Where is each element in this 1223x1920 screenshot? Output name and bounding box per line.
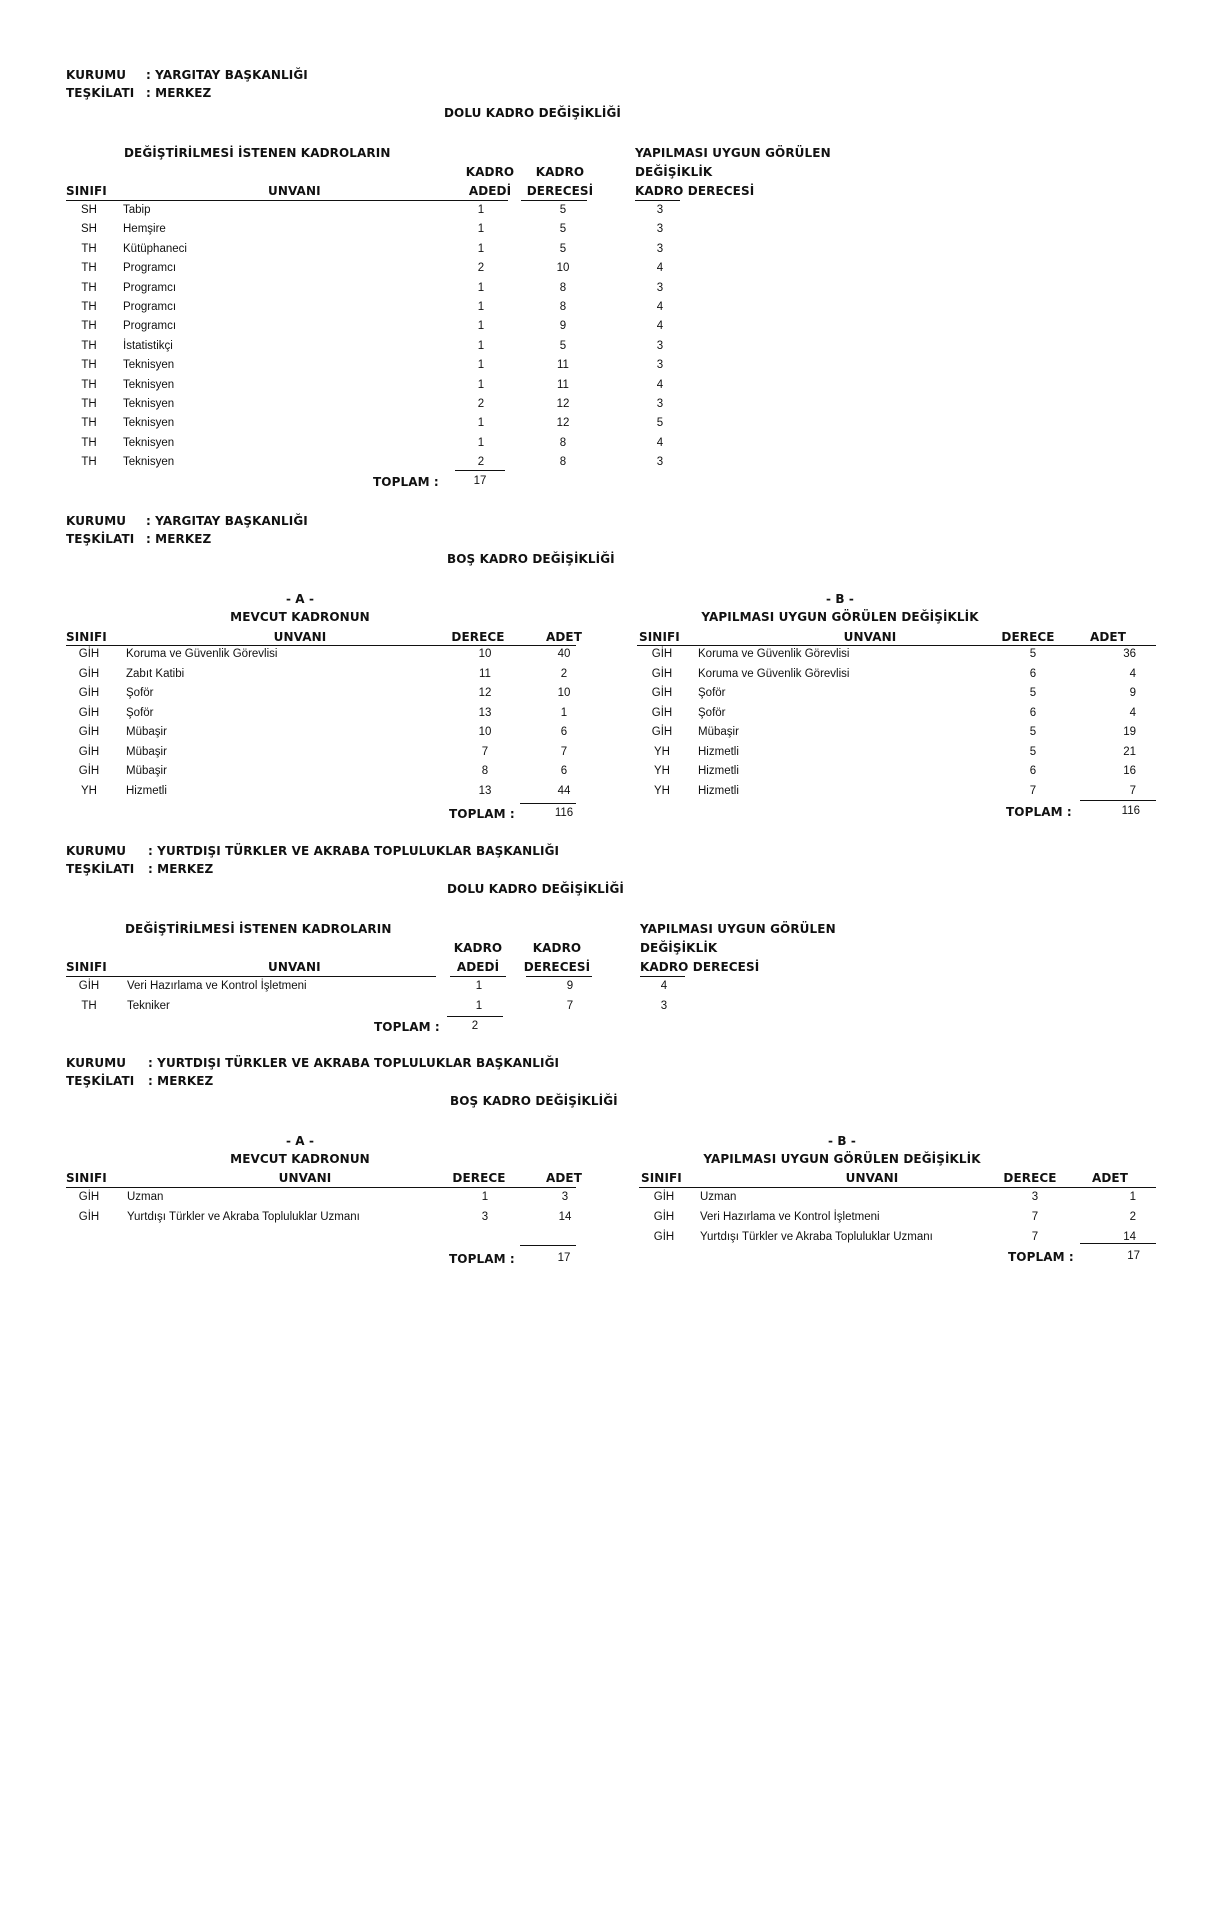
cell-sinifi: SH	[81, 223, 97, 236]
kurumu-value: : YARGITAY BAŞKANLIĞI	[146, 514, 308, 528]
teskilati-label: TEŞKİLATI	[66, 532, 135, 546]
col-sinifi: SINIFI	[66, 184, 107, 198]
cell-unvani: Şoför	[698, 706, 726, 719]
cell-sinifi: GİH	[78, 667, 100, 680]
teskilati-value: : MERKEZ	[148, 1074, 214, 1088]
cell-adet: 14	[1123, 1231, 1136, 1243]
cell-kadro-adedi: 1	[477, 204, 485, 216]
a-title: MEVCUT KADRONUN	[230, 1152, 370, 1166]
cell-derece: 11	[479, 667, 491, 680]
cell-sinifi: TH	[81, 436, 97, 449]
cell-adet: 36	[1123, 648, 1136, 660]
header-underline	[640, 976, 685, 977]
cell-adet: 40	[557, 648, 571, 660]
col-unvani: UNVANI	[268, 960, 321, 974]
cell-yeni-derece: 3	[656, 242, 664, 255]
total-line-b	[1080, 1243, 1156, 1244]
cell-unvani: Teknisyen	[123, 417, 175, 430]
toplam-value-b: 116	[1121, 805, 1140, 817]
cell-adet: 16	[1123, 765, 1136, 777]
cell-sinifi: TH	[81, 320, 97, 333]
cell-adet: 2	[560, 667, 568, 680]
cell-kadro-derecesi: 11	[557, 378, 569, 391]
kurumu-label: KURUMU	[66, 514, 127, 528]
cell-derece: 3	[1031, 1191, 1039, 1203]
cell-derece: 5	[1029, 687, 1037, 699]
header-underline	[526, 976, 592, 977]
cell-sinifi: GİH	[78, 726, 100, 738]
cell-adet: 1	[1129, 1191, 1136, 1203]
cell-yeni-derece: 4	[660, 980, 668, 992]
b-mark: - B -	[828, 1134, 856, 1148]
cell-unvani: Mübaşir	[698, 726, 739, 738]
kurumu-label: KURUMU	[66, 1056, 127, 1070]
subtitle-right-3: KADRO DERECESİ	[635, 184, 755, 198]
cell-kadro-adedi: 2	[477, 262, 485, 275]
col-derece-a: DERECE	[451, 630, 505, 644]
cell-derece: 7	[481, 745, 489, 758]
cell-derece: 7	[1031, 1211, 1039, 1223]
cell-unvani: Şoför	[698, 687, 726, 699]
cell-sinifi: TH	[81, 262, 97, 275]
col-adedi: ADEDİ	[456, 960, 500, 974]
cell-sinifi: YH	[654, 784, 670, 797]
cell-yeni-derece: 3	[656, 339, 664, 352]
cell-kadro-derecesi: 5	[559, 242, 567, 255]
cell-unvani: Koruma ve Güvenlik Görevlisi	[698, 648, 850, 660]
cell-derece: 13	[478, 706, 492, 719]
cell-unvani: Uzman	[127, 1191, 164, 1203]
header-underline-a	[66, 645, 576, 646]
header-underline-b	[637, 645, 1156, 646]
cell-derece: 7	[1031, 1231, 1039, 1243]
teskilati-label: TEŞKİLATI	[66, 86, 135, 100]
cell-yeni-derece: 3	[656, 398, 664, 410]
subtitle-left: DEĞİŞTİRİLMESİ İSTENEN KADROLARIN	[124, 146, 391, 160]
cell-sinifi: GİH	[78, 1191, 100, 1203]
cell-sinifi: GİH	[651, 687, 673, 699]
cell-sinifi: TH	[81, 339, 97, 352]
a-mark: - A -	[285, 592, 315, 606]
cell-kadro-adedi: 1	[477, 223, 485, 236]
col-derecesi: DERECESİ	[526, 184, 594, 198]
a-mark: - A -	[285, 1134, 315, 1148]
cell-unvani: Teknisyen	[123, 378, 175, 391]
cell-unvani: Programcı	[123, 301, 177, 313]
cell-sinifi: TH	[81, 281, 97, 294]
cell-kadro-derecesi: 5	[559, 204, 567, 216]
toplam-label-a: TOPLAM :	[449, 807, 515, 821]
teskilati-value: : MERKEZ	[146, 532, 212, 546]
col-unvani-a: UNVANI	[278, 1171, 332, 1185]
col-kadro-derece-1: KADRO	[532, 941, 582, 955]
subtitle-right-3: KADRO DERECESİ	[640, 960, 760, 974]
cell-sinifi: GİH	[78, 1211, 100, 1223]
cell-adet: 3	[561, 1191, 569, 1203]
cell-sinifi: GİH	[653, 1211, 675, 1223]
cell-adet: 7	[1129, 784, 1136, 797]
cell-kadro-derecesi: 8	[559, 281, 567, 294]
cell-derece: 6	[1029, 667, 1037, 680]
col-adedi: ADEDİ	[468, 184, 512, 198]
header-underline	[635, 200, 680, 201]
cell-yeni-derece: 4	[656, 436, 664, 449]
cell-unvani: Mübaşir	[126, 765, 167, 777]
header-underline	[451, 200, 508, 201]
cell-yeni-derece: 3	[656, 204, 664, 216]
col-derece-a: DERECE	[452, 1171, 506, 1185]
cell-derece: 7	[1029, 784, 1037, 797]
header-underline	[521, 200, 587, 201]
cell-sinifi: GİH	[651, 726, 673, 738]
cell-unvani: Programcı	[123, 262, 177, 275]
cell-unvani: İstatistikçi	[123, 339, 173, 352]
teskilati-label: TEŞKİLATI	[66, 1074, 135, 1088]
cell-adet: 9	[1129, 687, 1136, 699]
col-unvani-b: UNVANI	[843, 630, 897, 644]
cell-kadro-derecesi: 8	[559, 436, 567, 449]
cell-kadro-adedi: 1	[477, 281, 485, 294]
cell-derece: 8	[481, 765, 489, 777]
cell-adet: 21	[1123, 745, 1136, 758]
cell-kadro-adedi: 1	[477, 378, 485, 391]
cell-unvani: Koruma ve Güvenlik Görevlisi	[698, 667, 850, 680]
cell-adet: 10	[557, 687, 571, 699]
cell-sinifi: GİH	[651, 648, 673, 660]
cell-kadro-derecesi: 11	[557, 359, 569, 372]
section-title: DOLU KADRO DEĞİŞİKLİĞİ	[444, 106, 621, 120]
kurumu-label: KURUMU	[66, 68, 127, 82]
total-line-a	[520, 1245, 576, 1246]
cell-unvani: Hizmetli	[698, 765, 739, 777]
b-mark: - B -	[826, 592, 854, 606]
cell-kadro-derecesi: 12	[556, 417, 570, 430]
col-adet-a: ADET	[545, 1171, 583, 1185]
cell-unvani: Hizmetli	[126, 784, 167, 797]
header-underline-b	[639, 1187, 1156, 1188]
cell-unvani: Zabıt Katibi	[126, 667, 185, 680]
col-unvani-a: UNVANI	[273, 630, 327, 644]
cell-derece: 6	[1029, 706, 1037, 719]
cell-derece: 1	[481, 1191, 489, 1203]
toplam-value-a: 116	[554, 807, 574, 819]
header-underline-a	[66, 1187, 576, 1188]
cell-sinifi: GİH	[78, 745, 100, 758]
toplam-value: 17	[473, 475, 487, 487]
toplam-label-b: TOPLAM :	[1008, 1250, 1074, 1264]
cell-adet: 2	[1129, 1211, 1136, 1223]
b-title: YAPILMASI UYGUN GÖRÜLEN DEĞİŞİKLİK	[703, 1152, 981, 1166]
cell-sinifi: TH	[81, 398, 97, 410]
teskilati-label: TEŞKİLATI	[66, 862, 135, 876]
cell-kadro-derecesi: 8	[559, 456, 567, 469]
cell-yeni-derece: 4	[656, 262, 664, 275]
total-line	[447, 1016, 503, 1017]
cell-sinifi: TH	[81, 359, 97, 372]
cell-derece: 5	[1029, 745, 1037, 758]
b-title: YAPILMASI UYGUN GÖRÜLEN DEĞİŞİKLİK	[701, 610, 979, 624]
cell-unvani: Yurtdışı Türkler ve Akraba Topluluklar Uzmanı	[700, 1231, 933, 1243]
cell-adet: 14	[558, 1211, 572, 1223]
kurumu-value: : YURTDIŞI TÜRKLER VE AKRABA TOPLULUKLAR BAŞKANLIĞI	[148, 1056, 560, 1070]
cell-unvani: Şoför	[126, 687, 154, 699]
cell-yeni-derece: 3	[656, 223, 664, 236]
cell-sinifi: GİH	[78, 706, 100, 719]
cell-unvani: Tekniker	[127, 999, 170, 1012]
col-adet-b: ADET	[1091, 1171, 1129, 1185]
cell-kadro-derecesi: 10	[556, 262, 570, 275]
cell-unvani: Teknisyen	[123, 456, 175, 469]
cell-kadro-derecesi: 12	[556, 398, 570, 410]
cell-unvani: Hizmetli	[698, 745, 739, 758]
section-title: DOLU KADRO DEĞİŞİKLİĞİ	[447, 882, 624, 896]
cell-adet: 6	[560, 726, 568, 738]
cell-sinifi: TH	[81, 378, 97, 391]
cell-kadro-adedi: 1	[477, 339, 485, 352]
cell-yeni-derece: 4	[656, 320, 664, 333]
toplam-label-b: TOPLAM :	[1006, 805, 1072, 819]
col-sinifi-a: SINIFI	[66, 1171, 107, 1185]
section-title: BOŞ KADRO DEĞİŞİKLİĞİ	[450, 1094, 618, 1108]
cell-kadro-adedi: 1	[477, 359, 485, 372]
cell-kadro-adedi: 1	[477, 320, 485, 333]
cell-yeni-derece: 3	[660, 999, 668, 1012]
section-title: BOŞ KADRO DEĞİŞİKLİĞİ	[447, 552, 615, 566]
cell-sinifi: TH	[81, 242, 97, 255]
cell-adet: 4	[1129, 667, 1136, 680]
cell-sinifi: YH	[654, 745, 670, 758]
cell-kadro-derecesi: 8	[559, 301, 567, 313]
cell-unvani: Kütüphaneci	[123, 242, 187, 255]
toplam-label-a: TOPLAM :	[449, 1252, 515, 1266]
cell-derece: 13	[478, 784, 492, 797]
cell-yeni-derece: 3	[656, 456, 664, 469]
cell-kadro-adedi: 1	[475, 999, 483, 1012]
cell-yeni-derece: 5	[656, 417, 664, 430]
header-underline	[66, 976, 436, 977]
cell-yeni-derece: 4	[656, 301, 664, 313]
cell-derece: 5	[1029, 726, 1037, 738]
cell-sinifi: GİH	[653, 1231, 675, 1243]
cell-yeni-derece: 3	[656, 281, 664, 294]
cell-kadro-derecesi: 5	[559, 223, 567, 236]
cell-kadro-derecesi: 9	[566, 980, 574, 992]
cell-yeni-derece: 4	[656, 378, 664, 391]
cell-adet: 4	[1129, 706, 1136, 719]
subtitle-right-1: YAPILMASI UYGUN GÖRÜLEN	[635, 146, 831, 160]
kurumu-value: : YURTDIŞI TÜRKLER VE AKRABA TOPLULUKLAR BAŞKANLIĞI	[148, 844, 560, 858]
cell-unvani: Yurtdışı Türkler ve Akraba Topluluklar Uzmanı	[127, 1211, 360, 1223]
subtitle-right-2: DEĞİŞİKLİK	[635, 165, 713, 179]
teskilati-value: : MERKEZ	[148, 862, 214, 876]
col-sinifi-b: SINIFI	[639, 630, 680, 644]
cell-sinifi: TH	[81, 417, 97, 430]
total-line-b	[1080, 800, 1156, 801]
col-derece-b: DERECE	[1003, 1171, 1057, 1185]
cell-unvani: Teknisyen	[123, 398, 175, 410]
subtitle-right-2: DEĞİŞİKLİK	[640, 941, 718, 955]
toplam-value-a: 17	[557, 1252, 571, 1264]
cell-kadro-adedi: 1	[477, 436, 485, 449]
cell-sinifi: TH	[81, 301, 97, 313]
subtitle-left: DEĞİŞTİRİLMESİ İSTENEN KADROLARIN	[125, 922, 392, 936]
cell-sinifi: YH	[654, 765, 670, 777]
col-derecesi: DERECESİ	[523, 960, 591, 974]
col-unvani-b: UNVANI	[845, 1171, 899, 1185]
cell-kadro-adedi: 1	[475, 980, 483, 992]
cell-unvani: Mübaşir	[126, 726, 167, 738]
cell-kadro-adedi: 2	[477, 456, 485, 469]
cell-unvani: Veri Hazırlama ve Kontrol İşletmeni	[700, 1211, 880, 1223]
header-underline	[66, 200, 471, 201]
cell-adet: 1	[560, 706, 568, 719]
cell-kadro-adedi: 1	[477, 242, 485, 255]
toplam-label: TOPLAM :	[373, 475, 439, 489]
toplam-value: 2	[471, 1020, 479, 1032]
col-unvani: UNVANI	[268, 184, 321, 198]
cell-unvani: Teknisyen	[123, 359, 175, 372]
kurumu-value: : YARGITAY BAŞKANLIĞI	[146, 68, 308, 82]
cell-unvani: Teknisyen	[123, 436, 175, 449]
header-underline	[450, 976, 506, 977]
cell-sinifi: YH	[81, 784, 97, 797]
a-title: MEVCUT KADRONUN	[230, 610, 370, 624]
cell-kadro-derecesi: 7	[566, 999, 574, 1012]
cell-unvani: Programcı	[123, 320, 177, 333]
cell-kadro-adedi: 2	[477, 398, 485, 410]
cell-unvani: Programcı	[123, 281, 177, 294]
cell-sinifi: GİH	[651, 667, 673, 680]
col-kadro-derece-1: KADRO	[535, 165, 585, 179]
cell-sinifi: GİH	[653, 1191, 675, 1203]
cell-adet: 7	[560, 745, 568, 758]
total-line	[455, 470, 505, 471]
cell-sinifi: TH	[81, 456, 97, 469]
subtitle-right-1: YAPILMASI UYGUN GÖRÜLEN	[640, 922, 836, 936]
cell-yeni-derece: 3	[656, 359, 664, 372]
cell-adet: 6	[560, 765, 568, 777]
cell-kadro-adedi: 1	[477, 417, 485, 430]
toplam-label: TOPLAM :	[374, 1020, 440, 1034]
cell-unvani: Veri Hazırlama ve Kontrol İşletmeni	[127, 980, 307, 992]
cell-sinifi: GİH	[651, 706, 673, 719]
cell-sinifi: GİH	[78, 648, 100, 660]
cell-sinifi: SH	[81, 204, 97, 216]
cell-derece: 5	[1029, 648, 1037, 660]
cell-unvani: Koruma ve Güvenlik Görevlisi	[126, 648, 278, 660]
cell-unvani: Mübaşir	[126, 745, 167, 758]
cell-derece: 10	[478, 648, 492, 660]
teskilati-value: : MERKEZ	[146, 86, 212, 100]
col-sinifi-b: SINIFI	[641, 1171, 682, 1185]
cell-sinifi: TH	[81, 999, 97, 1012]
cell-unvani: Şoför	[126, 706, 154, 719]
cell-kadro-derecesi: 5	[559, 339, 567, 352]
col-sinifi: SINIFI	[66, 960, 107, 974]
cell-derece: 3	[481, 1211, 489, 1223]
col-derece-b: DERECE	[1001, 630, 1055, 644]
cell-sinifi: GİH	[78, 765, 100, 777]
kurumu-label: KURUMU	[66, 844, 127, 858]
cell-adet: 44	[557, 784, 571, 797]
cell-derece: 6	[1029, 765, 1037, 777]
col-kadro-adet-1: KADRO	[465, 165, 515, 179]
col-kadro-adet-1: KADRO	[453, 941, 503, 955]
total-line-a	[520, 803, 576, 804]
toplam-value-b: 17	[1127, 1250, 1140, 1262]
cell-unvani: Uzman	[700, 1191, 737, 1203]
cell-unvani: Hizmetli	[698, 784, 739, 797]
col-adet-b: ADET	[1089, 630, 1127, 644]
cell-unvani: Tabip	[123, 204, 151, 216]
cell-adet: 19	[1123, 726, 1136, 738]
cell-kadro-derecesi: 9	[559, 320, 567, 333]
cell-derece: 10	[478, 726, 492, 738]
col-sinifi-a: SINIFI	[66, 630, 107, 644]
cell-kadro-adedi: 1	[477, 301, 485, 313]
cell-sinifi: GİH	[78, 980, 100, 992]
cell-unvani: Hemşire	[123, 223, 166, 236]
col-adet-a: ADET	[545, 630, 583, 644]
cell-sinifi: GİH	[78, 687, 100, 699]
cell-derece: 12	[478, 687, 492, 699]
